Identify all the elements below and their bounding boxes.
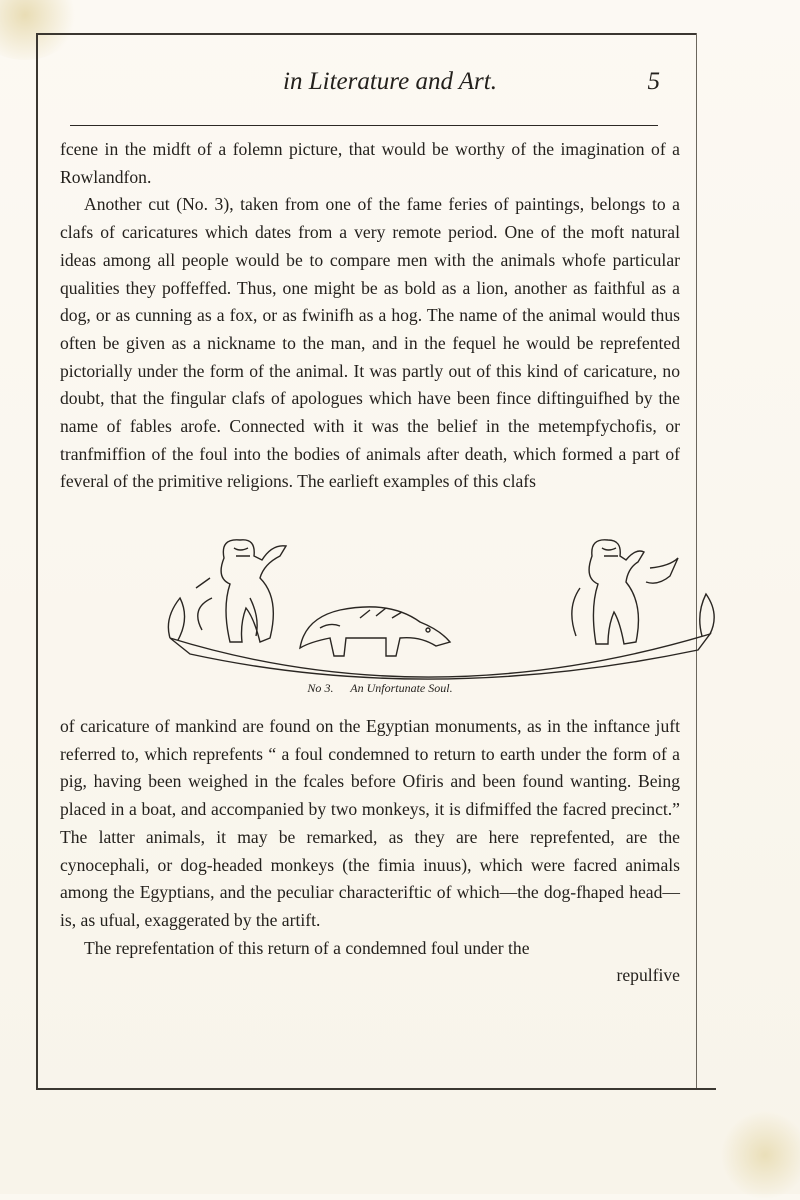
paragraph-continuation: of caricature of mankind are found on the Egyptian monuments, as in the inftance juft referred to, which reprefents “ a foul condemned to return to earth under the form of a pig, having been weighed in the fcales before Ofiris and been found wanting. Being placed in a boat, and accompanied by two monkeys, it is difmiffed the facred precinct.” The latter animals, it may be remarked, as they are here reprefented, are the cynocephali, or dog-headed monkeys (the fimia inuus), which were facred animals among the Egyptians, and the peculiar characteriftic of which—the dog-fhaped head—is, as ufual, exaggerated by the artift.	[60, 716, 680, 930]
figure-label: No	[307, 681, 322, 695]
text-after-figure	[60, 713, 680, 990]
plate-frame-top	[36, 33, 696, 35]
plate-frame-bottom	[36, 1088, 716, 1090]
figure-title: An Unfortunate Soul.	[350, 681, 453, 695]
age-stain	[720, 1110, 800, 1200]
page-number: 5	[647, 68, 660, 95]
boat-bow-right	[700, 594, 714, 636]
paragraph-no3: Another cut (No. 3), taken from one of the fame feries of paintings, belongs to a clafs of caricatures which dates from a very remote period. One of the moft natural ideas among all people would be to compare men with the animals whofe particular qualities they poffeffed. Thus, one might be as bold as a lion, another as faithful as a dog, or as cunning as a fox, or as fwinifh as a hog. The name of the animal would thus often be given as a nickname to the man, and in the fequel he would be reprefented pictorially under the form of the animal. It was partly out of this kind of caricature, no doubt, that the fingular clafs of apologues which have been fince diftinguifhed by the name of fables arofe. Connected with it was the belief in the metempfychofis, or tranfmiffion of the foul into the bodies of animals after death, which formed a part of feveral of the primitive religions. The earlieft examples of this clafs	[60, 194, 680, 492]
text-before-figure	[60, 136, 680, 496]
header-rule	[70, 125, 658, 126]
page-header	[60, 68, 670, 104]
monkey-left	[221, 540, 286, 642]
plate-frame-left	[36, 33, 38, 1088]
catchword: repulfive	[616, 965, 680, 986]
figure-caption	[200, 681, 560, 696]
figure-number: 3.	[324, 681, 334, 695]
age-stain	[0, 0, 80, 60]
paragraph-last: The reprefentation of this return of a condemned foul under the	[84, 937, 530, 958]
woodcut-unfortunate-soul	[150, 538, 720, 698]
boat-hull	[170, 634, 710, 679]
running-head: in Literature and Art.	[283, 68, 497, 95]
boat-bow-left	[168, 598, 184, 640]
paragraph-continued: fcene in the midft of a folemn picture, that would be worthy of the imagination of a Rowlandfon.	[60, 139, 680, 187]
